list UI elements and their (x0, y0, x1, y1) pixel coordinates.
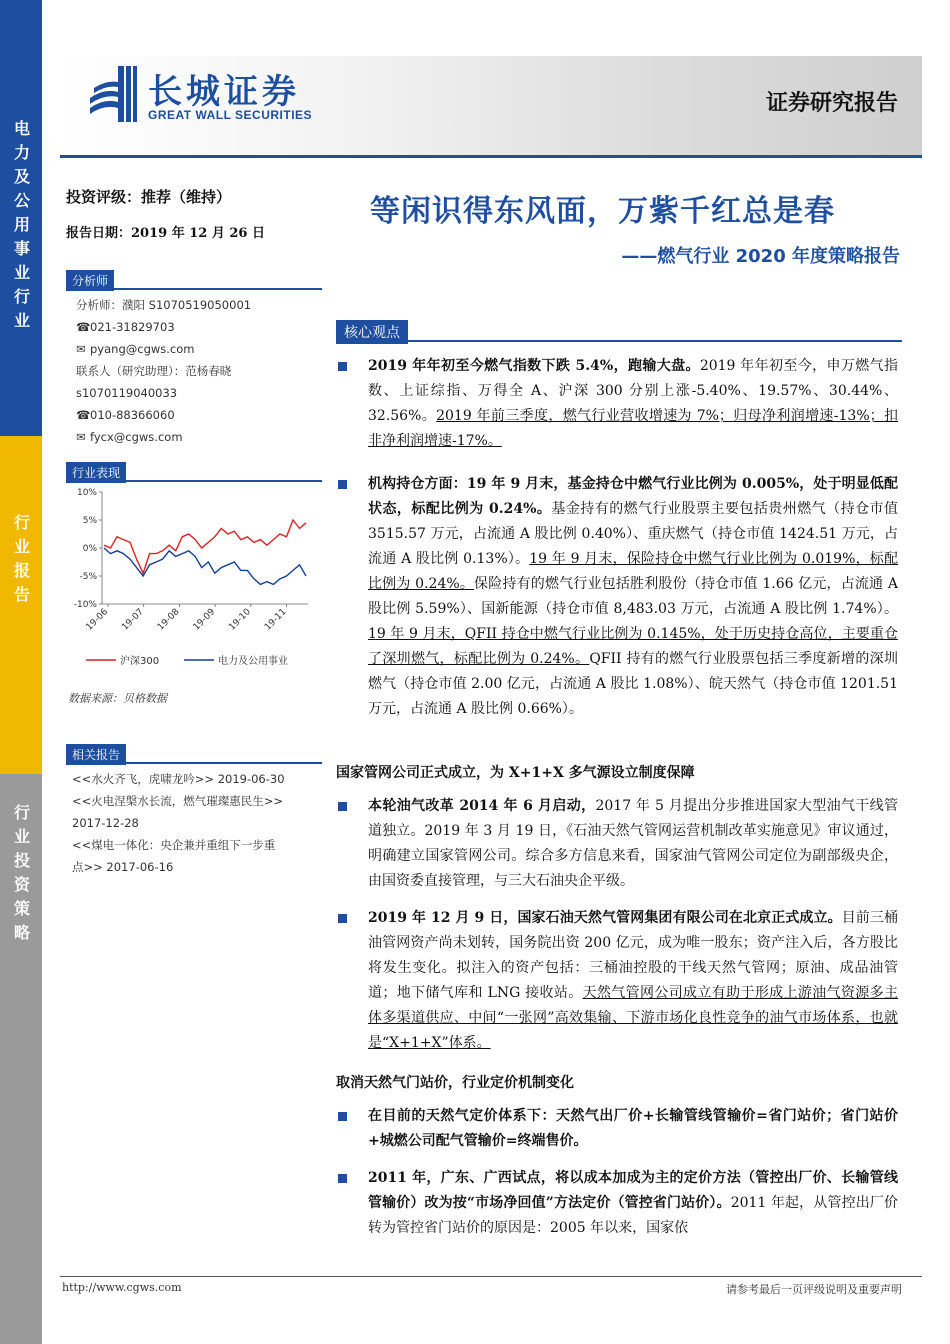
paragraph-index-performance (368, 354, 898, 454)
chart-x-tick-label: 19-07 (120, 607, 146, 633)
p1-bold: 2019 年年初至今燃气指数下跌 5.4%，跑输大盘。 (368, 358, 700, 374)
analyst-email-row[interactable] (76, 338, 251, 360)
related-head-label: 相关报告 (66, 744, 126, 765)
p3-text: 2017 年 5 月提出分步推进国家大型油气干线管道独立。2019 年 3 月 19 日，《石油天然气管网运营机制改革实施意见》审议通过，明确建立国家管网公司。综合多方信息来看，国家油气管网公司定位为副部级央企，由国资委直接管理，与三大石油央企平级。 (368, 798, 899, 889)
core-head-label: 核心观点 (336, 320, 408, 344)
analyst-info (76, 294, 251, 448)
related-report-2-date: 2017-12-28 (72, 816, 139, 830)
chart-y-tick-label: -5% (79, 572, 97, 582)
related-report-2[interactable]: <<火电涅槃水长流，燃气璀璨惠民生>> (72, 794, 284, 808)
mail-icon: ✉ (76, 430, 86, 444)
related-reports-list (72, 768, 322, 878)
related-report-3-date: 点>> 2017-06-16 (72, 860, 174, 874)
phone-icon: ☎ (76, 320, 91, 334)
footer-url[interactable]: http://www.cgws.com (62, 1281, 182, 1294)
brand-name-en: GREAT WALL SECURITIES (148, 108, 313, 122)
subheading-pricing: 取消天然气门站价，行业定价机制变化 (336, 1075, 574, 1091)
sidebar-text-2: 行业报告 (11, 514, 31, 610)
subheading-pipeline: 国家管网公司正式成立，为 X+1+X 多气源设立制度保障 (336, 765, 695, 781)
paragraph-pilot-2011 (368, 1166, 898, 1241)
contact-email[interactable]: fycx@cgws.com (90, 430, 183, 444)
report-type: 证券研究报告 (765, 91, 898, 116)
performance-head-label: 行业表现 (66, 462, 126, 483)
paragraph-pricing-system (368, 1104, 898, 1154)
related-report-3[interactable]: <<煤电一体化：央企兼并重组下一步重 (72, 838, 276, 852)
report-date: 报告日期：2019 年 12 月 26 日 (66, 226, 265, 241)
p2-underlined-2: 19 年 9 月末，QFII 持仓中燃气行业比例为 0.145%，处于历史持仓高位，主要重仓了深圳燃气，标配比例为 0.24%。 (368, 626, 898, 667)
chart-y-tick-label: -10% (73, 600, 97, 610)
chart-y-tick-label: 10% (76, 488, 97, 498)
p6-bold: 2011 年，广东、广西试点，将以成本加成为主的定价方法（管控出厂价、长输管线管输价）改为按“市场净回值”方法定价（管控省门站价）。 (368, 1170, 898, 1211)
brand-name-cn: 长城证券 (148, 72, 300, 112)
p2-bold: 机构持仓方面：19 年 9 月末，基金持仓中燃气行业比例为 0.005%，处于明显低配状态，标配比例为 0.24%。 (368, 476, 898, 517)
paragraph-reform (368, 794, 898, 894)
bullet-icon (338, 362, 347, 371)
p2-text-3: QFII 持有的燃气行业股票包括三季度新增的深圳燃气（持仓市值 2.00 亿元，占流通 A 股比 1.08%）、皖天然气（持仓市值 1201.51 万元，占流通 A 股比例 0.66%）。 (368, 651, 898, 717)
related-report-1[interactable]: <<水火齐飞，虎啸龙吟>> 2019-06-30 (72, 772, 285, 786)
bullet-icon (338, 914, 347, 923)
p4-bold: 2019 年 12 月 9 日，国家石油天然气管网集团有限公司在北京正式成立。 (368, 910, 842, 926)
bullet-icon (338, 802, 347, 811)
investment-rating: 投资评级：推荐（维持） (66, 188, 232, 206)
sidebar-strategy-label (0, 774, 42, 1344)
contact-line: 联系人（研究助理）：范杨春晓 (76, 364, 232, 378)
page-subtitle: ——燃气行业 2020 年度策略报告 (621, 246, 900, 267)
sidebar-report-label (0, 436, 42, 774)
p1-underlined: 2019 年前三季度，燃气行业营收增速为 7%；归母净利润增速-13%；扣非净利润增速-17%。 (368, 408, 898, 449)
great-wall-logo-icon (88, 64, 138, 124)
contact-id: s1070119040033 (76, 386, 178, 400)
analyst-section-head (66, 270, 322, 290)
page-title: 等闲识得东风面，万紫千红总是春 (370, 194, 835, 229)
sidebar-industry-label (0, 0, 42, 436)
p1-text: 2019 年年初至今，申万燃气指数、上证综指、万得全 A、沪深 300 分别上涨-5.40%、19.57%、30.44%、32.56%。 (368, 358, 898, 424)
p4-underlined: 天然气管网公司成立有助于形成上游油气资源多主体多渠道供应、中间“一张网”高效集输、下游市场化良性竞争的油气市场体系，也就是“X+1+X”体系。 (368, 985, 898, 1051)
paragraph-institutional-holdings (368, 472, 898, 722)
analyst-line: 分析师：濮阳 S1070519050001 (76, 298, 252, 312)
phone-icon: ☎ (76, 408, 91, 422)
data-source: 数据来源：贝格数据 (68, 692, 167, 705)
p2-text-2: 保险持有的燃气行业包括胜利股份（持仓市值 1.66 亿元，占流通 A 股比例 5.59%）、国新能源（持仓市值 8,483.03 万元，占流通 A 股比例 1.74%）。 (368, 576, 898, 617)
chart-legend-label: 电力及公用事业 (218, 656, 288, 667)
analyst-phone: 021-31829703 (90, 320, 175, 334)
footer-rule (60, 1276, 922, 1277)
chart-legend-label: 沪深300 (120, 656, 160, 667)
p5-bold: 在目前的天然气定价体系下：天然气出厂价+长输管线管输价=省门站价；省门站价+城燃公司配气管输价=终端售价。 (368, 1108, 898, 1149)
p2-underlined-1: 19 年 9 月末，保险持仓中燃气行业比例为 0.019%，标配比例为 0.24%。 (368, 551, 899, 592)
contact-phone: 010-88366060 (90, 408, 175, 422)
chart-x-tick-label: 19-09 (191, 607, 218, 633)
core-views-head (336, 320, 902, 342)
bullet-icon (338, 1174, 347, 1183)
analyst-head-label: 分析师 (66, 270, 114, 291)
p4-text: 目前三桶油管网资产尚未划转，国务院出资 200 亿元，成为唯一股东；资产注入后，各方股比将发生变化。拟注入的资产包括：三桶油控股的干线天然气管网；原油、成品油管道；地下储气库和 LNG 接收站。 (368, 910, 898, 1001)
chart-x-tick-label: 19-08 (155, 607, 182, 633)
industry-performance-chart (66, 484, 322, 682)
chart-x-tick-label: 19-06 (84, 607, 111, 633)
p2-text: 基金持有的燃气行业股票主要包括贵州燃气（持仓市值 3515.57 万元，占流通 A 股比例 0.40%）、重庆燃气（持仓市值 1424.51 万元，占流通 A 股比例 0.13%）。 (368, 501, 898, 567)
p3-bold: 本轮油气改革 2014 年 6 月启动， (368, 798, 596, 814)
contact-phone-row (76, 404, 251, 426)
chart-x-tick-label: 19-11 (263, 607, 289, 633)
sidebar-text-1: 电力及公用事业行业 (11, 120, 31, 336)
analyst-phone-row (76, 316, 251, 338)
header-rule (60, 155, 922, 158)
related-section-head (66, 744, 322, 764)
bullet-icon (338, 480, 347, 489)
chart-y-tick-label: 0% (82, 544, 97, 554)
chart-y-tick-label: 5% (82, 516, 97, 526)
footer-disclaimer: 请参考最后一页评级说明及重要声明 (726, 1283, 902, 1296)
mail-icon: ✉ (76, 342, 86, 356)
chart-x-tick-label: 19-10 (227, 607, 253, 633)
p6-text: 2011 年起，从管控出厂价转为管控省门站价的原因是：2005 年以来，国家依 (368, 1195, 898, 1236)
performance-section-head (66, 462, 322, 482)
paragraph-pipeline-company (368, 906, 898, 1056)
contact-email-row[interactable] (76, 426, 251, 448)
bullet-icon (338, 1112, 347, 1121)
analyst-email[interactable]: pyang@cgws.com (90, 342, 195, 356)
sidebar-text-3: 行业投资策略 (11, 804, 31, 948)
